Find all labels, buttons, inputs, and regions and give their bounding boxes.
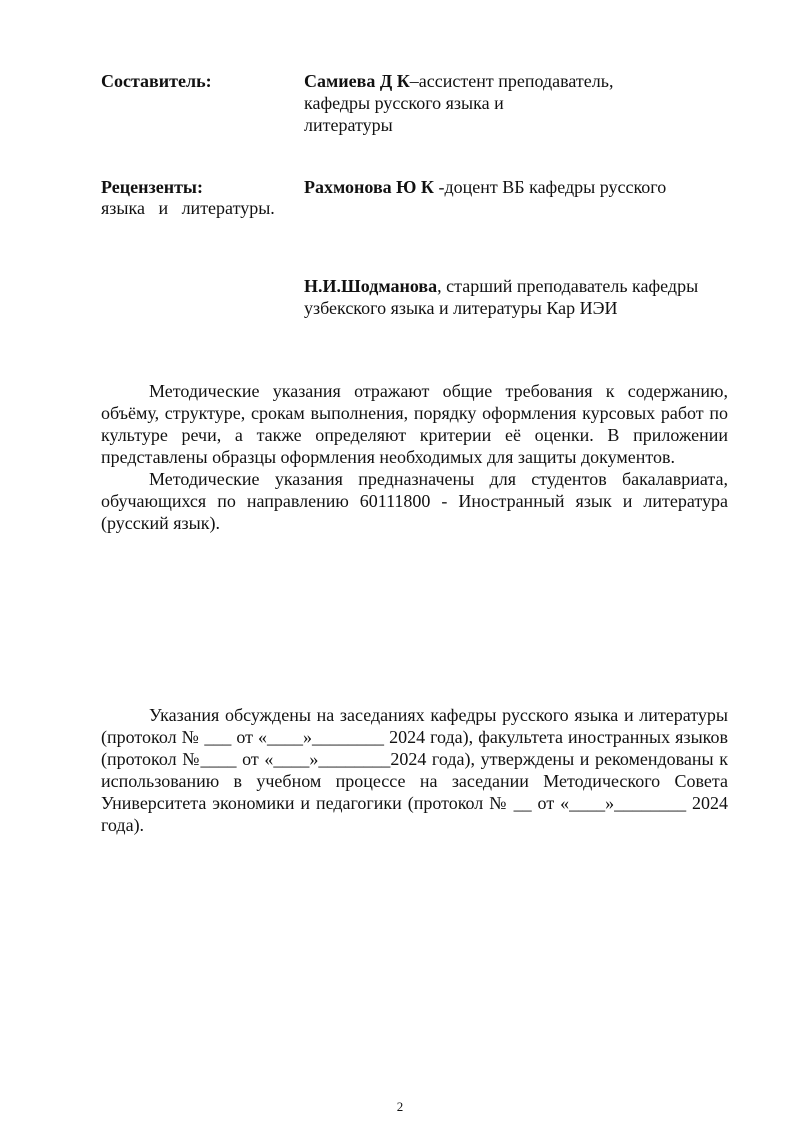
- reviewer-1-role-continued: языка и литературы.: [101, 198, 275, 218]
- reviewer-2-line-1: [304, 275, 744, 297]
- abstract-paragraph-2: Методические указания предназначены для студентов бакалавриата, обучающихся по направлению 60111800 - Иностранный язык и литература (русский язык).: [101, 469, 728, 533]
- page-number: 2: [396, 1099, 404, 1114]
- reviewer-1-name: Рахмонова Ю К: [304, 177, 434, 197]
- reviewer-2-name: Н.И.Шодманова: [304, 276, 438, 296]
- reviewer-1-role: -доцент ВБ кафедры русского: [433, 177, 667, 197]
- abstract-paragraph-1: Методические указания отражают общие требования к содержанию, объёму, структуре, срокам выполнения, порядку оформления курсовых работ по культуре речи, а также определяют критерии её оценки. В приложении представлены образцы оформления необходимых для защиты документов.: [101, 381, 728, 467]
- reviewer-2-role: , старший преподаватель кафедры: [437, 276, 699, 296]
- approval-paragraph: Указания обсуждены на заседаниях кафедры русского языка и литературы (протокол № ___ от «____»________ 2024 года), факультета иностранных языков (протокол №____ от «____»________2024 года), утверждены и рекомендованы к использованию в учебном процессе на заседании Методического Совета Университета экономики и педагогики (протокол № __ от «____»________ 2024 года).: [101, 705, 728, 835]
- compiler-role: –ассистент преподаватель,: [409, 71, 614, 91]
- compiler-line-1: [304, 70, 744, 92]
- reviewers-label: Рецензенты:: [101, 177, 203, 197]
- compiler-line-3: литературы: [304, 115, 393, 135]
- compiler-name: Самиева Д К: [304, 71, 410, 91]
- compiler-details: [304, 70, 744, 136]
- approval-section: [101, 704, 728, 836]
- reviewer-2-line-2: узбекского языка и литературы Кар ИЭИ: [304, 298, 618, 318]
- reviewer-2-details: [304, 275, 744, 319]
- reviewer-1-line: [304, 176, 744, 198]
- compiler-line-2: кафедры русского языка и: [304, 93, 504, 113]
- abstract-section: [101, 380, 728, 534]
- compiler-label: Составитель:: [101, 71, 212, 91]
